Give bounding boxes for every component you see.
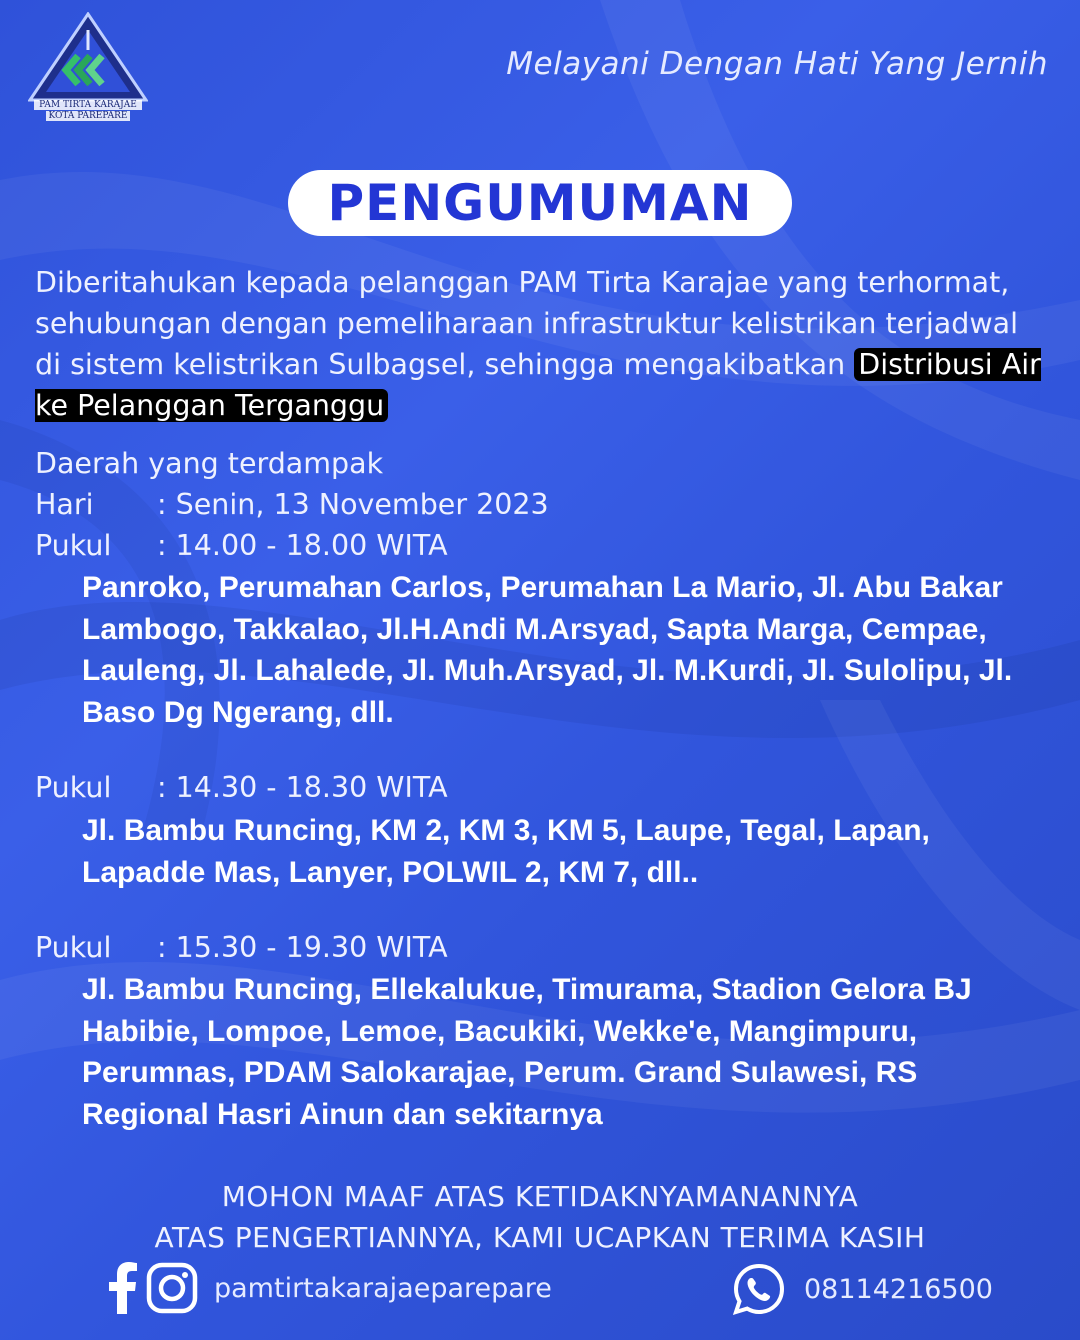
time-label: Pukul [35, 771, 112, 804]
intro-text: Diberitahukan kepada pelanggan PAM Tirta Karajae yang terhormat, sehubungan dengan pemeliharaan infrastruktur kelistrikan terjadwal di sistem kelistrikan Sulbagsel, sehingga mengakibatkan [35, 266, 1019, 381]
logo-city: KOTA PAREPARE [46, 111, 130, 121]
intro-paragraph [35, 262, 1045, 426]
phone-number[interactable]: 08114216500 [804, 1273, 993, 1305]
affected-areas-list: Jl. Bambu Runcing, Ellekalukue, Timurama, Stadion Gelora BJ Habibie, Lompoe, Lemoe, Bacukiki, Wekke'e, Mangimpuru, Perumnas, PDAM Salokarajae, Perum. Grand Sulawesi, RS Regional Hasri Ainun dan sekitarnya [82, 973, 972, 1131]
page-title: PENGUMUMAN [327, 174, 753, 232]
day-label: Hari [35, 488, 94, 521]
highlight-text: Distribusi Air ke Pelanggan Terganggu [35, 348, 1041, 422]
affected-heading: Daerah yang terdampak [35, 447, 384, 480]
day-value: : Senin, 13 November 2023 [157, 488, 549, 521]
closing-thanks: ATAS PENGERTIANNYA, KAMI UCAPKAN TERIMA KASIH [154, 1221, 926, 1254]
company-logo [28, 12, 148, 130]
closing-apology: MOHON MAAF ATAS KETIDAKNYAMANANNYA [221, 1180, 859, 1213]
social-handle[interactable]: pamtirtakarajaeparepare [214, 1272, 552, 1304]
affected-areas-list: Panroko, Perumahan Carlos, Perumahan La Mario, Jl. Abu Bakar Lambogo, Takkalao, Jl.H.Andi M.Arsyad, Sapta Marga, Cempae, Lauleng, Jl. Lahalede, Jl. Muh.Arsyad, Jl. M.Kurdi, Jl. Sulolipu, Jl. Baso Dg Ngerang, dll. [82, 571, 1013, 729]
phone-contact[interactable] [732, 1262, 993, 1316]
time-value: : 14.00 - 18.00 WITA [157, 529, 448, 562]
time-value: : 14.30 - 18.30 WITA [157, 771, 448, 804]
facebook-icon[interactable] [108, 1262, 138, 1314]
schedule-time-row [35, 931, 448, 964]
schedule-time-row [35, 529, 448, 562]
tagline: Melayani Dengan Hati Yang Jernih [506, 46, 1048, 82]
day-row [35, 488, 549, 521]
affected-areas-list: Jl. Bambu Runcing, KM 2, KM 3, KM 5, Laupe, Tegal, Lapan, Lapadde Mas, Lanyer, POLWIL 2, KM 7, dll.. [82, 814, 930, 889]
whatsapp-icon[interactable] [732, 1262, 786, 1316]
title-badge [288, 170, 792, 236]
instagram-icon[interactable] [146, 1262, 198, 1314]
logo-name: PAM TIRTA KARAJAE [34, 100, 142, 110]
social-media-contact[interactable] [108, 1262, 552, 1314]
schedule-time-row [35, 771, 448, 804]
time-label: Pukul [35, 529, 112, 562]
time-value: : 15.30 - 19.30 WITA [157, 931, 448, 964]
time-label: Pukul [35, 931, 112, 964]
